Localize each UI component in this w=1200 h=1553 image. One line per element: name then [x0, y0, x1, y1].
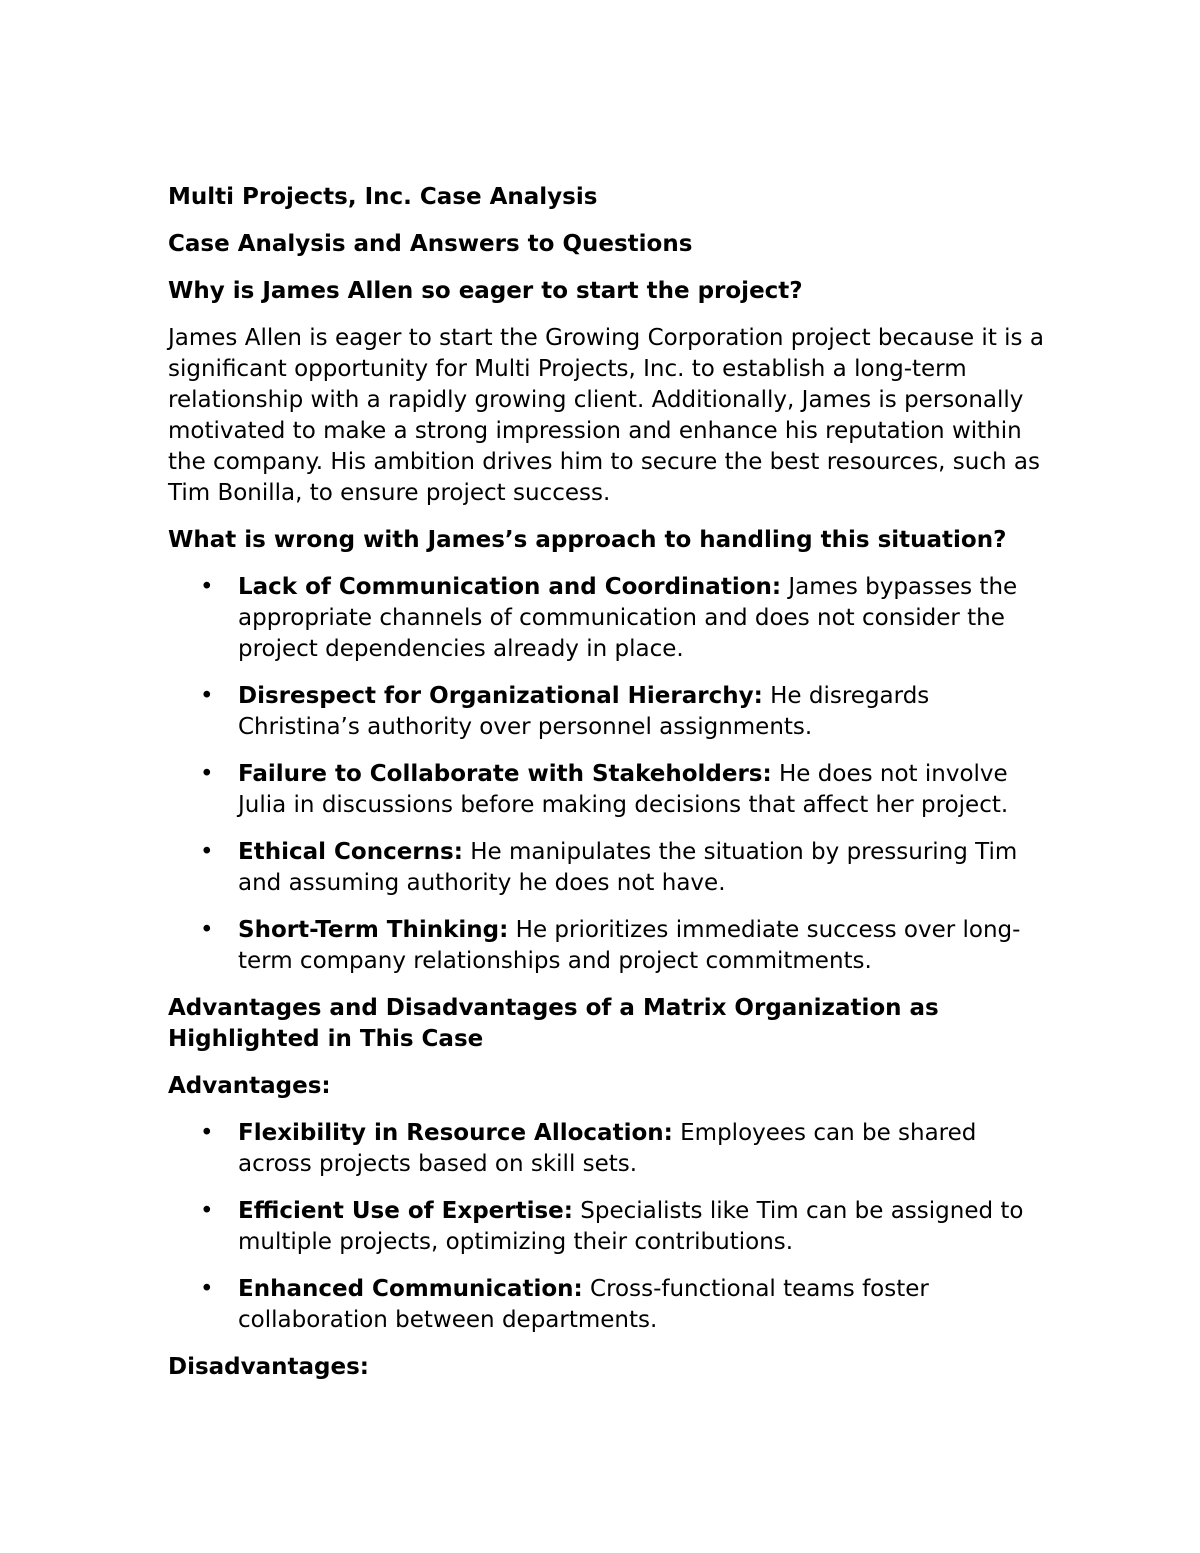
advantages-list — [168, 1118, 1048, 1336]
question-1-heading: Why is James Allen so eager to start the project? — [168, 278, 803, 304]
bullet-icon: • — [200, 761, 214, 787]
list-item-text: He prioritizes immediate success over long-term company relationships and project commitments. — [238, 917, 1021, 974]
bullet-icon: • — [200, 917, 214, 943]
bullet-icon: • — [200, 1198, 214, 1224]
bullet-icon: • — [200, 574, 214, 600]
list-item — [168, 915, 1048, 977]
list-item — [168, 759, 1048, 821]
list-item-term: Ethical Concerns: — [238, 839, 463, 865]
list-item-text: He does not involve Julia in discussions before making decisions that affect her project. — [238, 761, 1009, 818]
advantages-heading: Advantages: — [168, 1073, 331, 1099]
list-item-text: He disregards Christina’s authority over personnel assignments. — [238, 683, 930, 740]
document-subtitle: Case Analysis and Answers to Questions — [168, 231, 693, 257]
document-title: Multi Projects, Inc. Case Analysis — [168, 184, 598, 210]
list-item — [168, 572, 1048, 665]
list-item-text: Specialists like Tim can be assigned to multiple projects, optimizing their contributions. — [238, 1198, 1024, 1255]
bullet-icon: • — [200, 1120, 214, 1146]
question-2-list — [168, 572, 1048, 977]
list-item — [168, 1118, 1048, 1180]
bullet-icon: • — [200, 683, 214, 709]
list-item-text: Employees can be shared across projects based on skill sets. — [238, 1120, 977, 1177]
disadvantages-heading: Disadvantages: — [168, 1354, 370, 1380]
list-item-term: Efficient Use of Expertise: — [238, 1198, 573, 1224]
question-3-heading: Advantages and Disadvantages of a Matrix Organization as Highlighted in This Case — [168, 995, 939, 1052]
question-1-answer: James Allen is eager to start the Growing Corporation project because it is a significant opportunity for Multi Projects, Inc. to establish a long-term relationship with a rapidly growing client. Additionally, James is personally motivated to make a strong impression and enhance his reputation within the company. His ambition drives him to secure the best resources, such as Tim Bonilla, to ensure project success. — [168, 325, 1044, 506]
list-item — [168, 837, 1048, 899]
question-2-heading: What is wrong with James’s approach to handling this situation? — [168, 527, 1007, 553]
list-item-term: Flexibility in Resource Allocation: — [238, 1120, 673, 1146]
bullet-icon: • — [200, 839, 214, 865]
list-item — [168, 681, 1048, 743]
bullet-icon: • — [200, 1276, 214, 1302]
list-item-text: Cross-functional teams foster collaboration between departments. — [238, 1276, 929, 1333]
list-item — [168, 1274, 1048, 1336]
list-item-term: Failure to Collaborate with Stakeholders: — [238, 761, 772, 787]
document-page — [168, 182, 1048, 1399]
list-item-text: He manipulates the situation by pressuring Tim and assuming authority he does not have. — [238, 839, 1018, 896]
list-item-text: James bypasses the appropriate channels of communication and does not consider the project dependencies already in place. — [238, 574, 1018, 662]
list-item — [168, 1196, 1048, 1258]
list-item-term: Lack of Communication and Coordination: — [238, 574, 782, 600]
list-item-term: Disrespect for Organizational Hierarchy: — [238, 683, 763, 709]
list-item-term: Enhanced Communication: — [238, 1276, 583, 1302]
list-item-term: Short-Term Thinking: — [238, 917, 509, 943]
